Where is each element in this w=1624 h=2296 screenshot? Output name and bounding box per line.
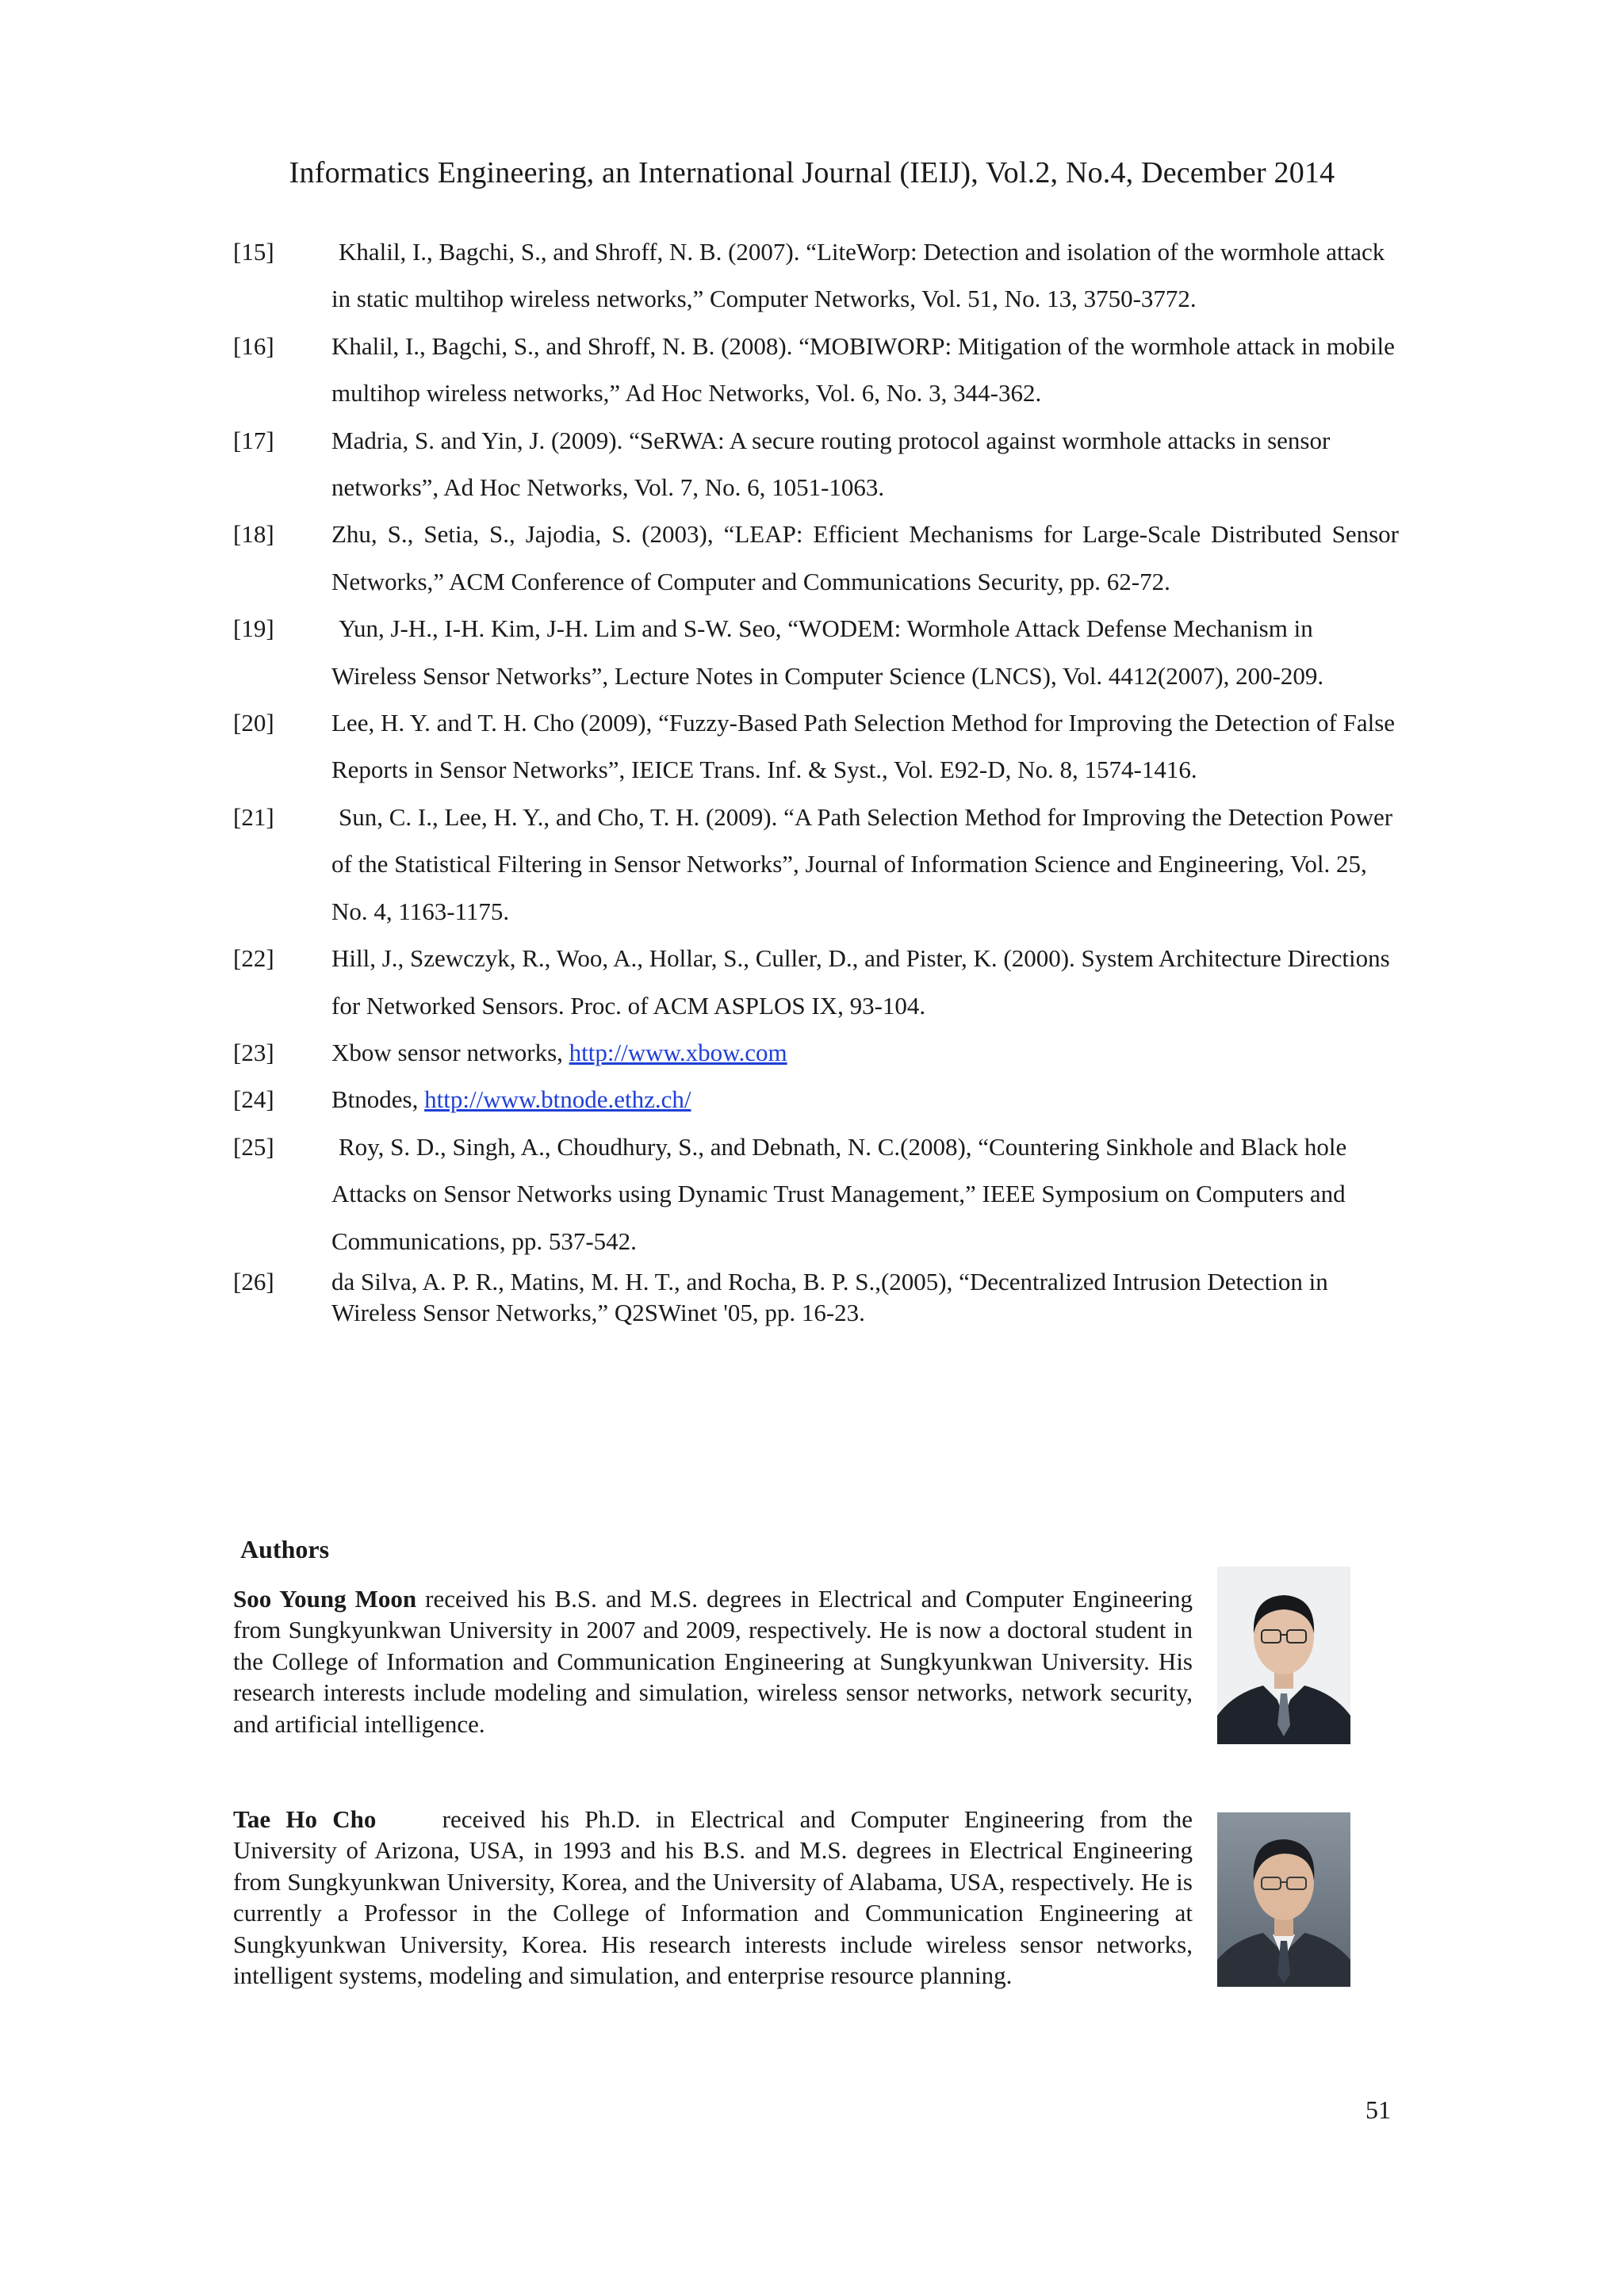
reference-item bbox=[233, 511, 1399, 605]
reference-item bbox=[233, 605, 1399, 699]
reference-text: Yun, J-H., I-H. Kim, J-H. Lim and S-W. Seo, “WODEM: Wormhole Attack Defense Mechanism in Wireless Sensor Networks”, Lecture Notes in Computer Science (LNCS), Vol. 4412(2007), 200-209. bbox=[331, 614, 1324, 690]
reference-number: [15] bbox=[233, 238, 274, 266]
reference-item bbox=[233, 1266, 1399, 1328]
reference-text: Khalil, I., Bagchi, S., and Shroff, N. B. (2007). “LiteWorp: Detection and isolation of the wormhole attack in static multihop wireless networks,” Computer Networks, Vol. 51, No. 13, 3750-3772. bbox=[331, 238, 1385, 313]
author-name: Soo Young Moon bbox=[233, 1585, 417, 1613]
reference-item bbox=[233, 1123, 1399, 1265]
author-portrait-icon bbox=[1217, 1567, 1350, 1744]
reference-item bbox=[233, 228, 1399, 323]
reference-text: Sun, C. I., Lee, H. Y., and Cho, T. H. (2009). “A Path Selection Method for Improving the Detection Power of the Statistical Filtering in Sensor Networks”, Journal of Information Science and Engineering, Vol. 25, No. 4, 1163-1175. bbox=[331, 802, 1393, 925]
reference-text: Hill, J., Szewczyk, R., Woo, A., Hollar, S., Culler, D., and Pister, K. (2000). System Architecture Directions for Networked Sensors. Proc. of ACM ASPLOS IX, 93-104. bbox=[331, 944, 1390, 1020]
reference-text: Zhu, S., Setia, S., Jajodia, S. (2003), “LEAP: Efficient Mechanisms for Large-Scale Distributed Sensor Networks,” ACM Conference of Computer and Communications Security, pp. 62-72. bbox=[331, 520, 1399, 595]
reference-number: [23] bbox=[233, 1038, 274, 1066]
author-name: Tae Ho Cho bbox=[233, 1805, 377, 1833]
reference-item bbox=[233, 699, 1399, 794]
reference-number: [24] bbox=[233, 1085, 274, 1114]
reference-number: [16] bbox=[233, 331, 274, 360]
author-portrait-icon bbox=[1217, 1812, 1350, 1987]
author-bio-text: received his B.S. and M.S. degrees in Electrical and Computer Engineering from Sungkyunkwan University in 2007 and 2009, respectively. He is now a doctoral student in the College of Information and Communication Engineering at Sungkyunkwan University. His research interests include modeling and simulation, wireless sensor networks, network security, and artificial intelligence. bbox=[233, 1585, 1193, 1738]
reference-item bbox=[233, 935, 1399, 1029]
author-bio-text: received his Ph.D. in Electrical and Computer Engineering from the University of Arizona, USA, in 1993 and his B.S. and M.S. degrees in Electrical Engineering from Sungkyunkwan University, Korea, and the University of Alabama, USA, respectively. He is currently a Professor in the College of Information and Communication Engineering at Sungkyunkwan University, Korea. His research interests include wireless sensor networks, intelligent systems, modeling and simulation, and enterprise resource planning. bbox=[233, 1805, 1193, 1990]
reference-number: [26] bbox=[233, 1267, 274, 1295]
author-photo bbox=[1217, 1812, 1350, 1987]
reference-number: [25] bbox=[233, 1132, 274, 1161]
reference-item bbox=[233, 1029, 1399, 1076]
reference-item bbox=[233, 323, 1399, 417]
reference-item bbox=[233, 794, 1399, 935]
btnode-link[interactable]: http://www.btnode.ethz.ch/ bbox=[424, 1085, 691, 1114]
page-number: 51 bbox=[1365, 2095, 1391, 2124]
reference-text bbox=[331, 1076, 1399, 1123]
references-list bbox=[233, 228, 1399, 1328]
reference-number: [22] bbox=[233, 944, 274, 973]
reference-text: Madria, S. and Yin, J. (2009). “SeRWA: A secure routing protocol against wormhole attacks in sensor networks”, Ad Hoc Networks, Vol. 7, No. 6, 1051-1063. bbox=[331, 426, 1331, 502]
authors-heading: Authors bbox=[240, 1535, 330, 1563]
reference-number: [18] bbox=[233, 520, 274, 549]
author-bio bbox=[233, 1583, 1193, 1739]
reference-text bbox=[331, 1029, 1399, 1076]
reference-text: Roy, S. D., Singh, A., Choudhury, S., and Debnath, N. C.(2008), “Countering Sinkhole and Black hole Attacks on Sensor Networks using Dynamic Trust Management,” IEEE Symposium on Computers and Communications, pp. 537-542. bbox=[331, 1132, 1347, 1255]
journal-header: Informatics Engineering, an International Journal (IEIJ), Vol.2, No.4, December 2014 bbox=[289, 156, 1335, 189]
author-bio bbox=[233, 1804, 1193, 1991]
reference-number: [21] bbox=[233, 802, 274, 831]
reference-text: da Silva, A. P. R., Matins, M. H. T., and Rocha, B. P. S.,(2005), “Decentralized Intrusion Detection in Wireless Sensor Networks,” Q2SWinet '05, pp. 16-23. bbox=[331, 1267, 1328, 1326]
xbow-link[interactable]: http://www.xbow.com bbox=[569, 1038, 787, 1066]
author-photo bbox=[1217, 1567, 1350, 1744]
reference-number: [17] bbox=[233, 426, 274, 454]
reference-label: Btnodes, bbox=[331, 1085, 425, 1114]
reference-text: Lee, H. Y. and T. H. Cho (2009), “Fuzzy-Based Path Selection Method for Improving the Detection of False Reports in Sensor Networks”, IEICE Trans. Inf. & Syst., Vol. E92-D, No. 8, 1574-1416. bbox=[331, 709, 1396, 784]
reference-text: Khalil, I., Bagchi, S., and Shroff, N. B. (2008). “MOBIWORP: Mitigation of the wormhole attack in mobile multihop wireless networks,” Ad Hoc Networks, Vol. 6, No. 3, 344-362. bbox=[331, 331, 1395, 408]
reference-item bbox=[233, 1076, 1399, 1123]
reference-number: [19] bbox=[233, 614, 274, 643]
reference-item bbox=[233, 417, 1399, 511]
reference-label: Xbow sensor networks, bbox=[331, 1038, 569, 1066]
reference-number: [20] bbox=[233, 709, 274, 737]
